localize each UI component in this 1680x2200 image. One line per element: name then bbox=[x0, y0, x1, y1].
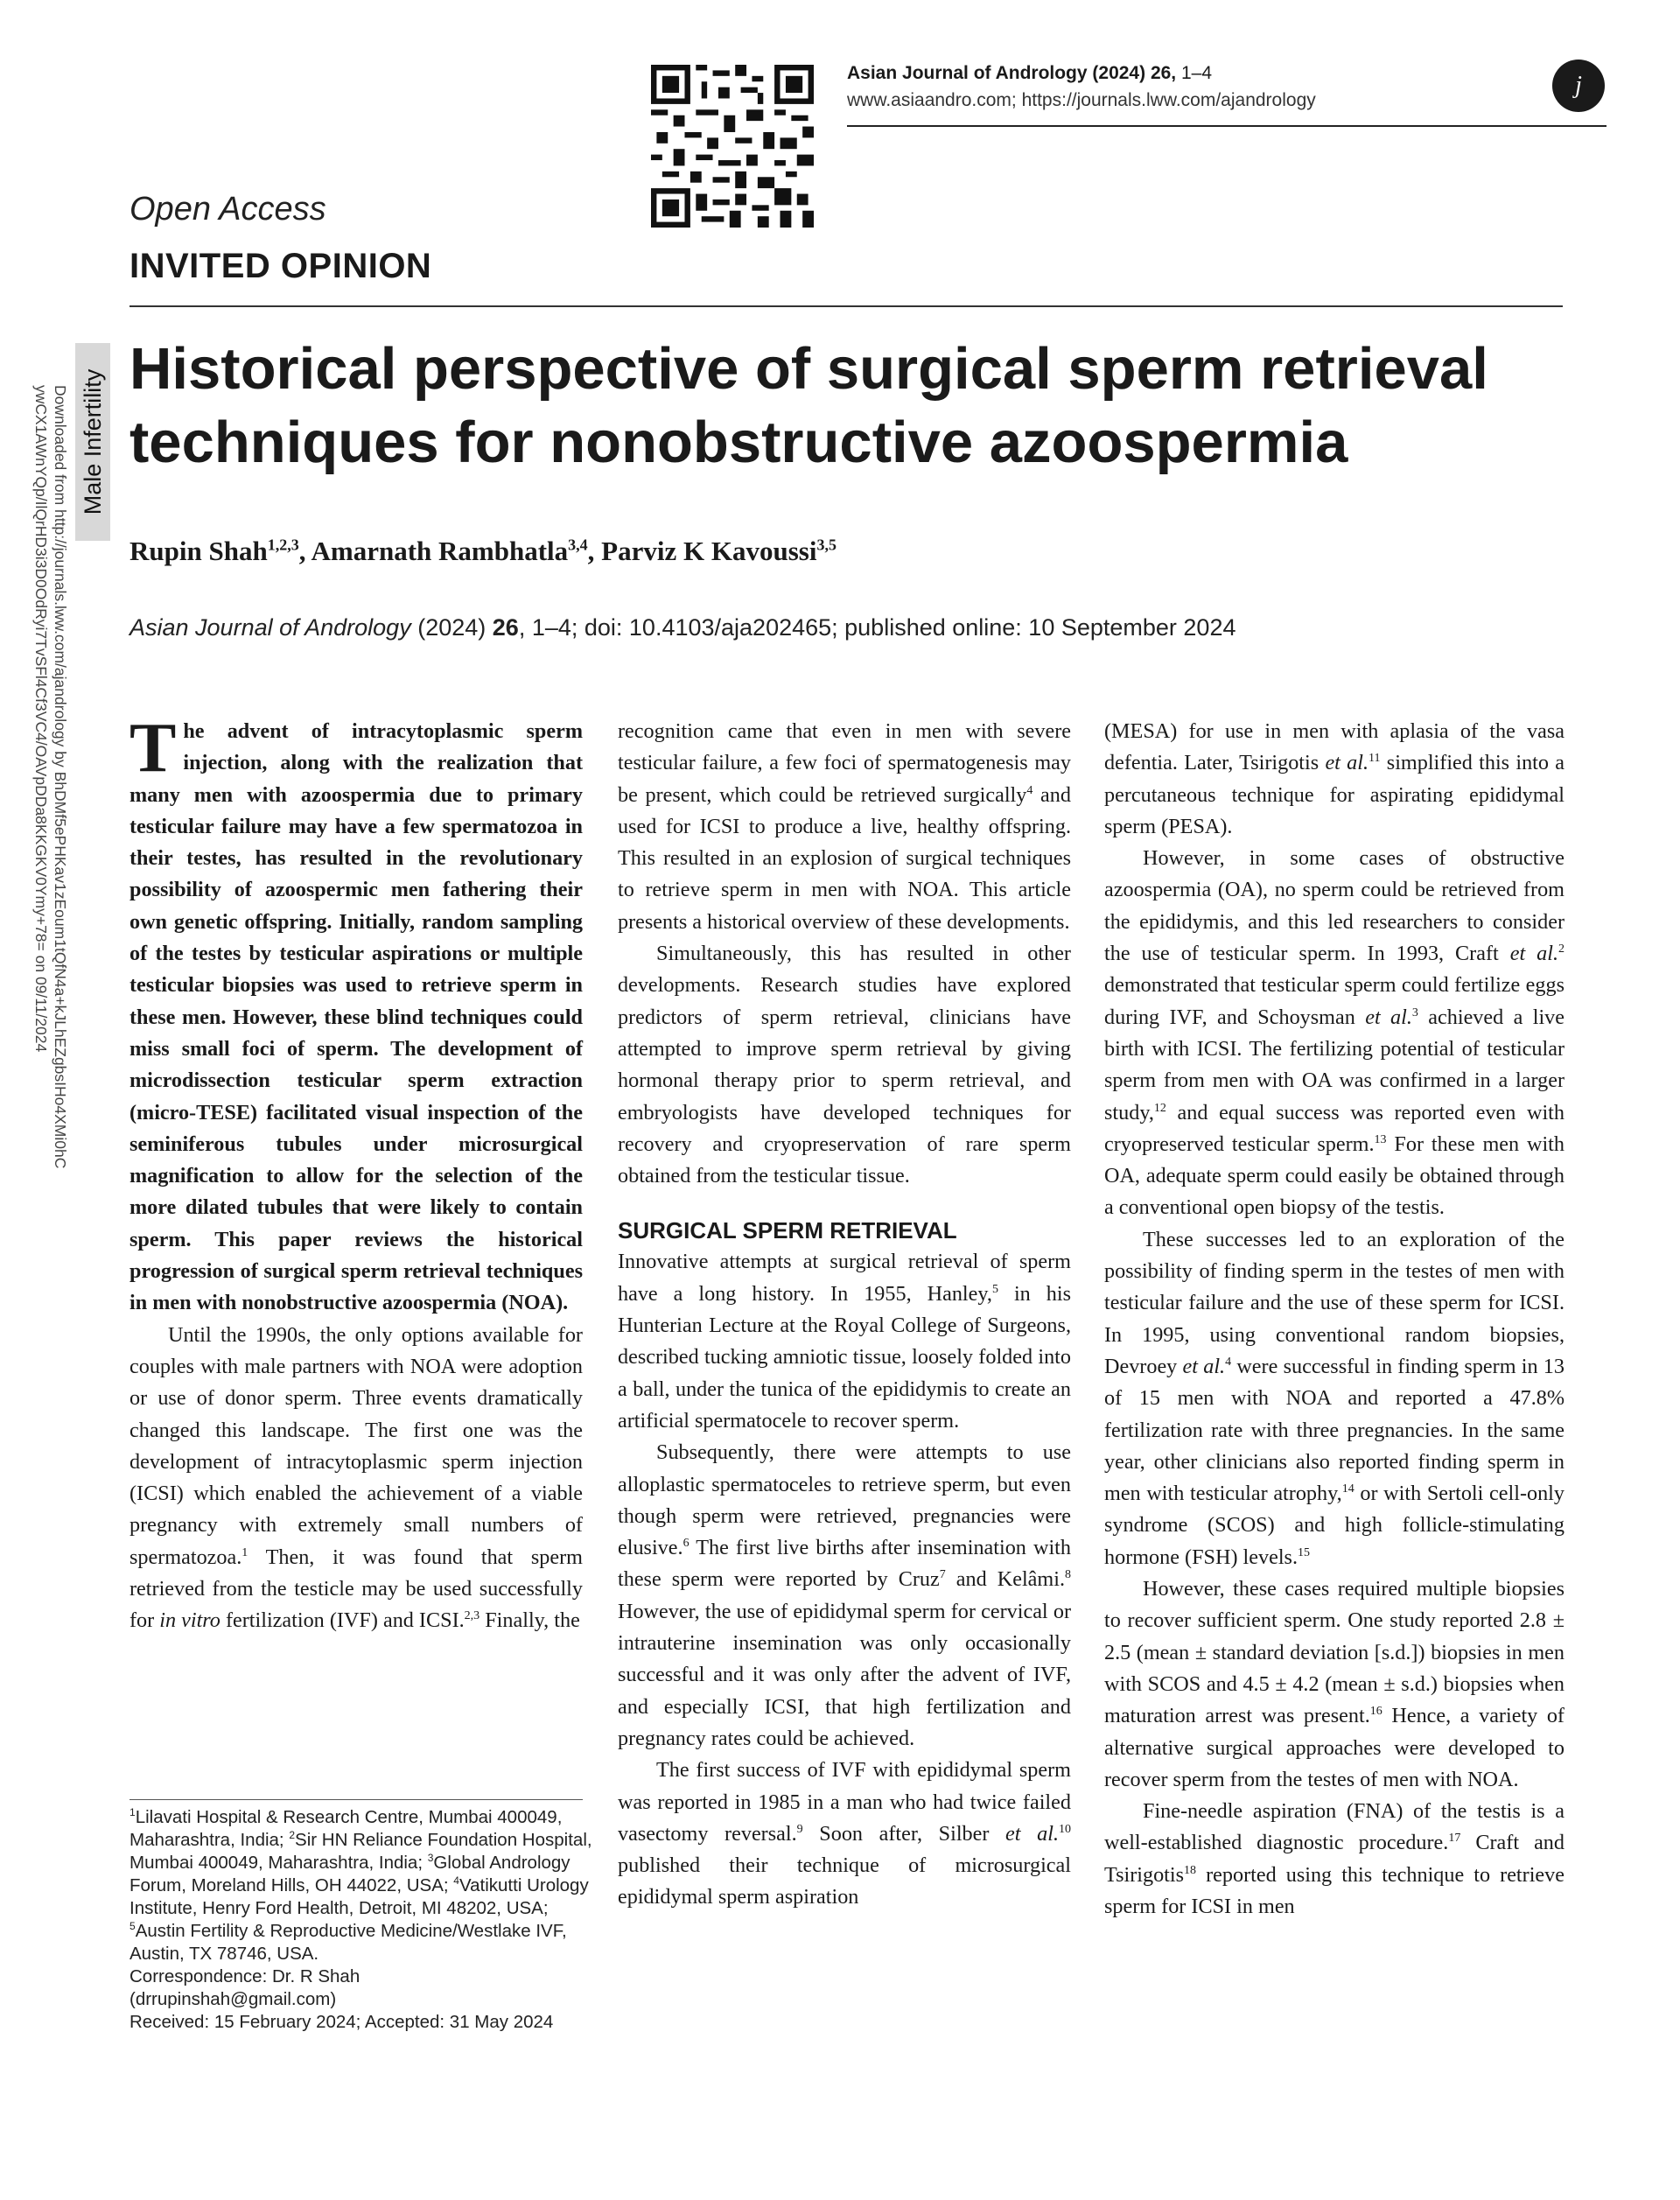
article-citation bbox=[130, 614, 1236, 641]
author-name: Parviz K Kavoussi bbox=[601, 536, 817, 566]
citation-doi: , 1–4; doi: 10.4103/aja202465; published online: 10 September 2024 bbox=[518, 614, 1236, 641]
citation-volume: 26 bbox=[492, 614, 519, 641]
affiliations-footnote bbox=[130, 1806, 593, 2034]
body-paragraph: Until the 1990s, the only options available for couples with male partners with NOA were adoption or use of donor sperm. Three events dramatically changed this landscape. The first one was the development of intracytoplasmic sperm injection (ICSI) which enabled the achievement of a viable pregnancy with extremely small numbers of spermatozoa.$^1$ Then, it was found that sperm retrieved from the testicle may be used successfully for in vitro fertilization (IVF) and ICSI.$^{2,3}$ Finally, the bbox=[130, 1322, 583, 1633]
body-paragraph: However, in some cases of obstructive azoospermia (OA), no sperm could be retrieved from the epididymis, and this led researchers to consider the use of testicular sperm. In 1993, Craft et al.$^2$ demonstrated that testicular sperm could fertilize eggs during IVF, and Schoysman et al.$^3$ achieved a live birth with ICSI. The fertilizing potential of testicular sperm from men with OA was confirmed in a larger study,$^{12}$ and equal success was reported even with cryopreserved testicular sperm.$^{13}$ For these men with OA, adequate sperm could easily be obtained through a conventional open biopsy of the testis. bbox=[1104, 846, 1564, 1220]
author-affiliation-ref: 3,4 bbox=[568, 536, 588, 554]
abstract-paragraph bbox=[130, 710, 583, 1320]
section-tab-label: Male Infertility bbox=[80, 368, 106, 515]
body-paragraph: Subsequently, there were attempts to use alloplastic spermatoceles to retrieve sperm, but even though sperm were retrieved, pregnancies were elusive.$^6$ The first live births after insemination with these sperm were reported by Cruz$^7$ and Kelâmi.$^8$ However, the use of epididymal sperm for cervical or intrauterine insemination was only occasionally successful and it was only after the advent of IVF, and especially ICSI, that high fertilization and pregnancy rates could be achieved. bbox=[618, 1440, 1071, 1750]
correspondence: Correspondence: Dr. R Shah bbox=[130, 1966, 360, 1986]
journal-pages: 1–4 bbox=[1180, 63, 1213, 83]
body-paragraph: Innovative attempts at surgical retrieval of sperm have a long history. In 1955, Hanley,$^5$ in his Hunterian Lecture at the Royal College of Surgeons, described tucking amniotic tissue, loosely folded into a ball, under the tunica of the epididymis to create an artificial spermatocele to recover sperm. bbox=[618, 1250, 1071, 1433]
open-access-label: Open Access bbox=[130, 191, 326, 228]
journal-urls[interactable]: www.asiaandro.com; https://journals.lww.com/ajandrology bbox=[847, 90, 1316, 110]
author-affiliation-ref: 1,2,3 bbox=[267, 536, 299, 554]
citation-year: (2024) bbox=[417, 614, 486, 641]
title-divider bbox=[130, 305, 1563, 307]
author-affiliation-ref: 3,5 bbox=[816, 536, 836, 554]
body-paragraph: These successes led to an exploration of the possibility of finding sperm in the testes of men with testicular failure and the use of these sperm for ICSI. In 1995, using conventional random biopsies, Devroey et al.$^4$ were successful in finding sperm in 13 of 15 men with NOA and reported a 47.8% fertilization rate with three pregnancies. In the same year, other clinicians also reported finding sperm in men with testicular atrophy,$^{14}$ or with Sertoli cell-only syndrome (SCOS) and high follicle-stimulating hormone (FSH) levels.$^{15}$ bbox=[1104, 1227, 1564, 1569]
article-title: Historical perspective of surgical sperm retrieval techniques for nonobstructive azoospermia bbox=[130, 336, 1488, 475]
correspondence-email[interactable]: (drrupinshah@gmail.com) bbox=[130, 1989, 337, 2009]
footnote-divider bbox=[130, 1799, 583, 1800]
body-column-3 bbox=[1104, 716, 1564, 1923]
author-name: Amarnath Rambhatla bbox=[311, 536, 569, 566]
body-column-1 bbox=[130, 710, 583, 1637]
body-paragraph: However, these cases required multiple biopsies to recover sufficient sperm. One study reported 2.8 ± 2.5 (mean ± standard deviation [s.d.]) biopsies in men with SCOS and 4.5 ± 4.2 (mean ± s.d.) biopsies when maturation arrest was present.$^{16}$ Hence, a variety of alternative surgical approaches were developed to recover sperm from the testes of men with NOA. bbox=[1104, 1577, 1564, 1791]
body-paragraph: Simultaneously, this has resulted in other developments. Research studies have explored predictors of sperm retrieval, clinicians have attempted to improve sperm retrieval by giving hormonal therapy prior to sperm retrieval, and embryologists have developed techniques for recovery and cryopreservation of rare sperm obtained from the testicular tissue. bbox=[618, 942, 1071, 1188]
journal-citation-header bbox=[847, 63, 1212, 84]
journal-name: Asian Journal of Andrology (2024) 26, bbox=[847, 63, 1177, 83]
body-paragraph: The first success of IVF with epididymal sperm was reported in 1985 in a man who had twice failed vasectomy reversal.$^9$ Soon after, Silber et al.$^{10}$ published their technique of microsurgical epididymal sperm aspiration bbox=[618, 1758, 1071, 1909]
received-accepted-dates: Received: 15 February 2024; Accepted: 31 May 2024 bbox=[130, 2012, 554, 2032]
body-paragraph: Fine-needle aspiration (FNA) of the testis is a well-established diagnostic procedure.$^{17}$ Craft and Tsirigotis$^{18}$ reported using this technique to retrieve sperm for ICSI in men bbox=[1104, 1799, 1564, 1918]
abstract-text: he advent of intracytoplasmic sperm injection, along with the realization that many men with azoospermia due to primary testicular failure may have a few spermatozoa in their testes, has resulted in the revolutionary possibility of azoospermic men fathering their own genetic offspring. Initially, random sampling of the testes by testicular aspirations or multiple testicular biopsies was used to retrieve sperm in these men. However, these blind techniques could miss small foci of sperm. The development of microdissection testicular sperm extraction (micro-TESE) facilitated visual inspection of the seminiferous tubules under microsurgical magnification to allow for the selection of the more dilated tubules that were likely to contain sperm. This paper reviews the historical progression of surgical sperm retrieval techniques in men with nonobstructive azoospermia (NOA). bbox=[130, 719, 583, 1315]
author-name: Rupin Shah bbox=[130, 536, 268, 566]
body-paragraph: (MESA) for use in men with aplasia of the vasa defentia. Later, Tsirigotis et al.$^{11}$ simplified this into a percutaneous technique for aspirating epididymal sperm (PESA). bbox=[1104, 719, 1564, 838]
body-paragraph: recognition came that even in men with severe testicular failure, a few foci of spermatogenesis may be present, which could be retrieved surgically$^4$ and used for ICSI to produce a live, healthy offspring. This resulted in an explosion of surgical techniques to retrieve sperm in men with NOA. This article presents a historical overview of these developments. bbox=[618, 719, 1071, 934]
header-divider bbox=[847, 125, 1606, 127]
qr-code bbox=[651, 65, 814, 228]
section-tab bbox=[75, 343, 110, 541]
body-column-2 bbox=[618, 716, 1071, 1914]
download-watermark: Downloaded from http://journals.lww.com/ajandrology by BhDMf5ePHKav1zEoum1tQfN4a+kJLhEZgbsIHo4XMi0hC ywCX1AWnYQp/IlQrHD3i3D0OdRyi7TvSFl4Cf3VC4/OAVpDDa8KKGKV0Ymy+78= on 09/11/2024 bbox=[32, 385, 69, 1169]
citation-journal: Asian Journal of Andrology bbox=[130, 614, 411, 641]
section-heading: SURGICAL SPERM RETRIEVAL bbox=[618, 1217, 957, 1244]
drop-cap: T bbox=[130, 710, 177, 787]
author-list: Rupin Shah$^{1,2,3}$, Amarnath Rambhatla$^{3,4}$, Parviz K Kavoussi$^{3,5}$ bbox=[130, 536, 836, 566]
journal-logo-icon: j bbox=[1552, 60, 1605, 112]
article-type: INVITED OPINION bbox=[130, 247, 432, 285]
affiliation-list: $^1$Lilavati Hospital & Research Centre, Mumbai 400049, Maharashtra, India; $^2$Sir HN Reliance Foundation Hospital, Mumbai 400049, Maharashtra, India; $^3$Global Andrology Forum, Moreland Hills, OH 44022, USA; $^4$Vatikutti Urology Institute, Henry Ford Health, Detroit, MI 48202, USA; $^5$Austin Fertility & Reproductive Medicine/Westlake IVF, Austin, TX 78746, USA. bbox=[130, 1806, 592, 1964]
